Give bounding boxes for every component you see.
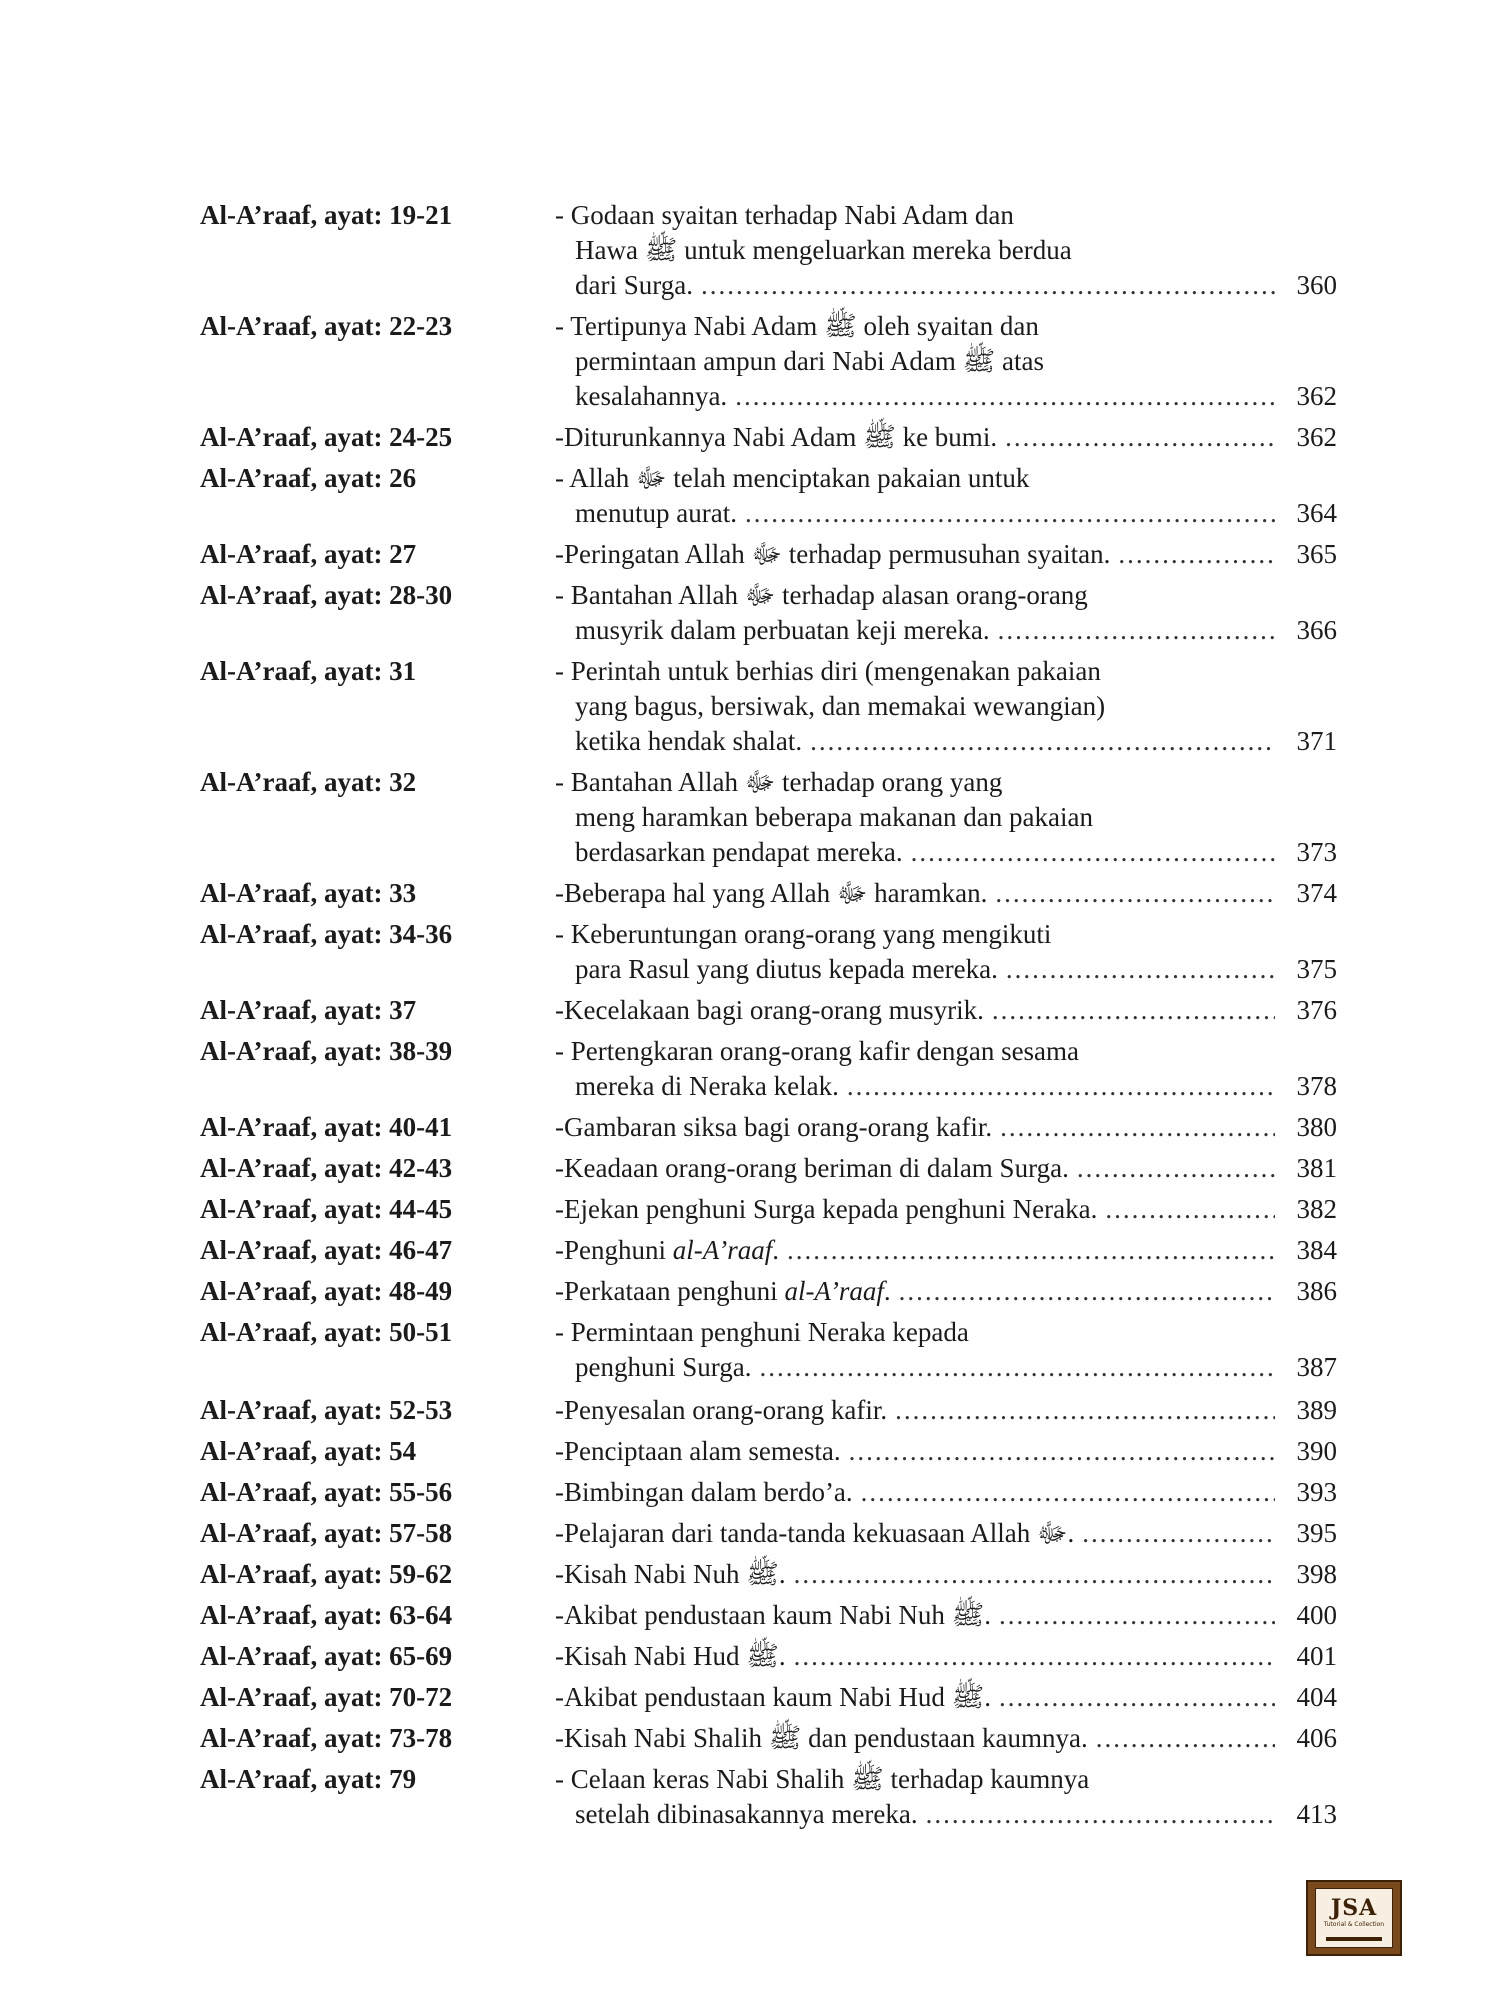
toc-entry-page-number: 404 xyxy=(1296,1682,1337,1712)
toc-entry-page-number: 389 xyxy=(1296,1395,1337,1425)
toc-entry-page-number: 390 xyxy=(1296,1436,1337,1466)
toc-entry-description xyxy=(555,420,1337,455)
toc-entry xyxy=(200,993,1340,1028)
toc-entry-line: - Celaan keras Nabi Shalih ﷺ terhadap kaumnya xyxy=(555,1762,1275,1797)
logo-inner xyxy=(1315,1888,1393,1948)
toc-entry-description xyxy=(555,1598,1337,1633)
toc-entry-line xyxy=(555,876,1275,911)
toc-entry-description xyxy=(555,1151,1337,1186)
toc-entry-line xyxy=(555,1434,1275,1469)
toc-entry-line-text: berdasarkan pendapat mereka. xyxy=(575,837,903,867)
toc-entry-line xyxy=(555,1639,1275,1674)
toc-entry-line-text: - Gambaran siksa bagi orang-orang kafir. xyxy=(564,1112,993,1142)
dot-leader xyxy=(760,1350,1276,1385)
toc-entry-description xyxy=(555,1680,1337,1715)
toc-entry-line xyxy=(555,952,1275,987)
toc-entry-reference: Al-A’raaf, ayat: 55-56 xyxy=(200,1477,453,1507)
dot-leader xyxy=(701,268,1275,303)
dot-leader xyxy=(861,1475,1275,1510)
toc-entry-line: - Pertengkaran orang-orang kafir dengan sesama xyxy=(555,1034,1275,1069)
toc-entry-line-text: - Penyesalan orang-orang kafir. xyxy=(564,1395,888,1425)
toc-entry-reference: Al-A’raaf, ayat: 54 xyxy=(200,1436,417,1466)
dot-leader xyxy=(999,1680,1275,1715)
toc-entry xyxy=(200,876,1340,911)
toc-entry-reference: Al-A’raaf, ayat: 59-62 xyxy=(200,1559,453,1589)
toc-entry-reference: Al-A’raaf, ayat: 26 xyxy=(200,463,417,493)
toc-entry-line-text: - Beberapa hal yang Allah ﷻ haramkan. xyxy=(564,878,988,908)
dot-leader xyxy=(1005,420,1275,455)
toc-entry xyxy=(200,1192,1340,1227)
toc-entry-line xyxy=(555,420,1275,455)
toc-entry-reference: Al-A’raaf, ayat: 27 xyxy=(200,539,417,569)
toc-entry-description xyxy=(555,461,1337,531)
toc-entry-line xyxy=(555,1350,1275,1385)
jsa-logo xyxy=(1306,1880,1402,1956)
toc-entry-line-text: - Keadaan orang-orang beriman di dalam Surga. xyxy=(564,1153,1069,1183)
toc-entry-line: - Permintaan penghuni Neraka kepada xyxy=(555,1315,1275,1350)
toc-entry-description xyxy=(555,917,1337,987)
toc-entry-line-text: menutup aurat. xyxy=(575,498,737,528)
toc-entry-description xyxy=(555,1233,1337,1268)
toc-entry-line-text: - Kisah Nabi Nuh ﷺ. xyxy=(564,1559,786,1589)
toc-entry xyxy=(200,1762,1340,1832)
table-of-contents xyxy=(200,198,1340,1838)
toc-entry-description xyxy=(555,765,1337,870)
toc-entry-line: - Bantahan Allah ﷻ terhadap orang yang xyxy=(555,765,1275,800)
toc-entry-reference: Al-A’raaf, ayat: 38-39 xyxy=(200,1036,453,1066)
toc-entry-line: Hawa ﷺ untuk mengeluarkan mereka berdua xyxy=(575,235,1072,265)
toc-entry-reference: Al-A’raaf, ayat: 73-78 xyxy=(200,1723,453,1753)
toc-entry-reference: Al-A’raaf, ayat: 37 xyxy=(200,995,417,1025)
toc-entry-reference: Al-A’raaf, ayat: 57-58 xyxy=(200,1518,453,1548)
dot-leader xyxy=(1105,1192,1275,1227)
toc-entry-description xyxy=(555,578,1337,648)
toc-entry-page-number: 362 xyxy=(1296,381,1337,411)
toc-entry xyxy=(200,765,1340,870)
dot-leader xyxy=(810,724,1275,759)
toc-entry xyxy=(200,309,1340,414)
toc-entry-reference: Al-A’raaf, ayat: 42-43 xyxy=(200,1153,453,1183)
toc-entry xyxy=(200,1557,1340,1592)
toc-entry-page-number: 381 xyxy=(1296,1153,1337,1183)
toc-entry-line xyxy=(555,379,1275,414)
toc-entry-reference: Al-A’raaf, ayat: 63-64 xyxy=(200,1600,453,1630)
dot-leader xyxy=(1006,952,1275,987)
toc-entry-line xyxy=(555,1151,1275,1186)
toc-entry xyxy=(200,1151,1340,1186)
toc-entry-reference: Al-A’raaf, ayat: 24-25 xyxy=(200,422,453,452)
dot-leader xyxy=(849,1434,1275,1469)
toc-entry-page-number: 371 xyxy=(1296,726,1337,756)
toc-entry-page-number: 413 xyxy=(1296,1799,1337,1829)
toc-entry-reference: Al-A’raaf, ayat: 31 xyxy=(200,656,417,686)
dot-leader xyxy=(735,379,1275,414)
toc-entry-line-text: - Penciptaan alam semesta. xyxy=(564,1436,841,1466)
toc-entry-description xyxy=(555,654,1337,759)
toc-entry xyxy=(200,1110,1340,1145)
toc-entry-reference: Al-A’raaf, ayat: 33 xyxy=(200,878,417,908)
toc-entry-description xyxy=(555,309,1337,414)
toc-entry-reference: Al-A’raaf, ayat: 79 xyxy=(200,1764,417,1794)
toc-entry xyxy=(200,1598,1340,1633)
toc-entry-page-number: 364 xyxy=(1296,498,1337,528)
toc-entry-line-text: - Kecelakaan bagi orang-orang musyrik. xyxy=(564,995,984,1025)
toc-entry-page-number: 373 xyxy=(1296,837,1337,867)
toc-entry xyxy=(200,198,1340,303)
toc-entry xyxy=(200,1680,1340,1715)
dot-leader xyxy=(745,496,1275,531)
toc-entry-line xyxy=(555,613,1275,648)
toc-entry-page-number: 387 xyxy=(1296,1352,1337,1382)
toc-entry-line: - Keberuntungan orang-orang yang mengikuti xyxy=(555,917,1275,952)
toc-entry-page-number: 398 xyxy=(1296,1559,1337,1589)
toc-entry-reference: Al-A’raaf, ayat: 34-36 xyxy=(200,919,453,949)
toc-entry-line xyxy=(555,1274,1275,1309)
toc-entry-description xyxy=(555,1192,1337,1227)
dot-leader xyxy=(926,1797,1275,1832)
toc-entry-reference: Al-A’raaf, ayat: 46-47 xyxy=(200,1235,453,1265)
dot-leader xyxy=(911,835,1275,870)
toc-entry-line: yang bagus, bersiwak, dan memakai wewangian) xyxy=(575,691,1106,721)
toc-entry-line xyxy=(555,1598,1275,1633)
toc-entry-line xyxy=(555,993,1275,1028)
toc-entry-page-number: 386 xyxy=(1296,1276,1337,1306)
toc-entry-line-text: - Kisah Nabi Shalih ﷺ dan pendustaan kaumnya. xyxy=(564,1723,1088,1753)
toc-entry-page-number: 362 xyxy=(1296,422,1337,452)
toc-entry-line-text: setelah dibinasakannya mereka. xyxy=(575,1799,918,1829)
toc-entry-page-number: 374 xyxy=(1296,878,1337,908)
toc-entry-line-text: kesalahannya. xyxy=(575,381,728,411)
dot-leader xyxy=(895,1393,1275,1428)
dot-leader xyxy=(1118,537,1275,572)
dot-leader xyxy=(794,1557,1275,1592)
toc-entry-line: meng haramkan beberapa makanan dan pakaian xyxy=(575,802,1093,832)
toc-entry xyxy=(200,1639,1340,1674)
toc-entry-reference: Al-A’raaf, ayat: 22-23 xyxy=(200,311,453,341)
toc-entry xyxy=(200,420,1340,455)
dot-leader xyxy=(995,876,1275,911)
toc-entry-description xyxy=(555,1721,1337,1756)
toc-entry-line-text: - Penghuni al-A’raaf. xyxy=(564,1235,779,1265)
toc-entry-line xyxy=(555,1797,1275,1832)
toc-entry xyxy=(200,537,1340,572)
toc-entry-line xyxy=(555,1233,1275,1268)
toc-entry xyxy=(200,1721,1340,1756)
toc-entry-description xyxy=(555,1274,1337,1309)
toc-entry xyxy=(200,1475,1340,1510)
toc-entry-line xyxy=(555,1475,1275,1510)
toc-entry-reference: Al-A’raaf, ayat: 19-21 xyxy=(200,200,453,230)
toc-entry-line-text: - Kisah Nabi Hud ﷺ. xyxy=(564,1641,786,1671)
toc-entry-line-text: dari Surga. xyxy=(575,270,693,300)
toc-entry xyxy=(200,1315,1340,1385)
toc-entry-line xyxy=(555,1393,1275,1428)
toc-entry-page-number: 365 xyxy=(1296,539,1337,569)
toc-entry-page-number: 378 xyxy=(1296,1071,1337,1101)
toc-entry-page-number: 401 xyxy=(1296,1641,1337,1671)
toc-entry-line xyxy=(555,268,1275,303)
toc-entry-reference: Al-A’raaf, ayat: 32 xyxy=(200,767,417,797)
toc-entry-line xyxy=(555,496,1275,531)
toc-entry-description xyxy=(555,537,1337,572)
toc-entry xyxy=(200,1034,1340,1104)
toc-entry-line-text: musyrik dalam perbuatan keji mereka. xyxy=(575,615,990,645)
toc-entry-line-text: para Rasul yang diutus kepada mereka. xyxy=(575,954,998,984)
toc-entry-line: - Tertipunya Nabi Adam ﷺ oleh syaitan dan xyxy=(555,309,1275,344)
toc-entry-reference: Al-A’raaf, ayat: 28-30 xyxy=(200,580,453,610)
toc-entry-page-number: 400 xyxy=(1296,1600,1337,1630)
toc-entry xyxy=(200,1393,1340,1428)
toc-entry-page-number: 393 xyxy=(1296,1477,1337,1507)
toc-entry-description xyxy=(555,993,1337,1028)
toc-entry-description xyxy=(555,1434,1337,1469)
toc-entry xyxy=(200,1274,1340,1309)
toc-entry-page-number: 375 xyxy=(1296,954,1337,984)
toc-entry-description xyxy=(555,1393,1337,1428)
toc-entry-description xyxy=(555,1475,1337,1510)
toc-entry-line xyxy=(555,1557,1275,1592)
toc-entry-line-text: - Perkataan penghuni al-A’raaf. xyxy=(564,1276,891,1306)
toc-entry-line-text: - Akibat pendustaan kaum Nabi Hud ﷺ. xyxy=(564,1682,992,1712)
dot-leader xyxy=(1000,1110,1275,1145)
dot-leader xyxy=(794,1639,1275,1674)
toc-entry-line-text: - Bimbingan dalam berdo’a. xyxy=(564,1477,853,1507)
toc-entry-reference: Al-A’raaf, ayat: 44-45 xyxy=(200,1194,453,1224)
toc-entry-reference: Al-A’raaf, ayat: 70-72 xyxy=(200,1682,453,1712)
toc-entry-line xyxy=(555,537,1275,572)
toc-entry xyxy=(200,1233,1340,1268)
dot-leader xyxy=(1082,1516,1275,1551)
toc-entry-line: permintaan ampun dari Nabi Adam ﷺ atas xyxy=(575,346,1044,376)
toc-entry-page-number: 395 xyxy=(1296,1518,1337,1548)
dot-leader xyxy=(1077,1151,1275,1186)
toc-entry-page-number: 366 xyxy=(1296,615,1337,645)
toc-entry-line xyxy=(555,1192,1275,1227)
toc-entry-line xyxy=(555,724,1275,759)
toc-entry-page-number: 384 xyxy=(1296,1235,1337,1265)
toc-entry-line xyxy=(555,1516,1275,1551)
toc-entry-line-text: ketika hendak shalat. xyxy=(575,726,803,756)
logo-text: JSA xyxy=(1330,1895,1378,1921)
toc-entry xyxy=(200,1434,1340,1469)
toc-entry-reference: Al-A’raaf, ayat: 48-49 xyxy=(200,1276,453,1306)
toc-entry-line: - Bantahan Allah ﷻ terhadap alasan orang-orang xyxy=(555,578,1275,613)
toc-entry-description xyxy=(555,876,1337,911)
toc-entry xyxy=(200,1516,1340,1551)
toc-entry-line xyxy=(555,835,1275,870)
dot-leader xyxy=(1096,1721,1275,1756)
dot-leader xyxy=(999,1598,1275,1633)
toc-entry-line xyxy=(555,1680,1275,1715)
toc-entry-reference: Al-A’raaf, ayat: 40-41 xyxy=(200,1112,453,1142)
toc-entry-line xyxy=(555,1110,1275,1145)
toc-entry-line: - Godaan syaitan terhadap Nabi Adam dan xyxy=(555,198,1275,233)
toc-entry-line xyxy=(555,1721,1275,1756)
toc-entry-description xyxy=(555,1762,1337,1832)
dot-leader xyxy=(847,1069,1275,1104)
toc-entry-page-number: 406 xyxy=(1296,1723,1337,1753)
toc-entry-line-text: - Akibat pendustaan kaum Nabi Nuh ﷺ. xyxy=(564,1600,992,1630)
toc-entry xyxy=(200,917,1340,987)
toc-entry-page-number: 380 xyxy=(1296,1112,1337,1142)
dot-leader xyxy=(899,1274,1275,1309)
toc-entry-page-number: 382 xyxy=(1296,1194,1337,1224)
toc-entry-reference: Al-A’raaf, ayat: 65-69 xyxy=(200,1641,453,1671)
toc-entry-description xyxy=(555,1557,1337,1592)
dot-leader xyxy=(787,1233,1275,1268)
toc-entry-line-text: - Ejekan penghuni Surga kepada penghuni Neraka. xyxy=(564,1194,1098,1224)
toc-entry-page-number: 360 xyxy=(1296,270,1337,300)
toc-entry-description xyxy=(555,1516,1337,1551)
toc-entry-description xyxy=(555,1110,1337,1145)
toc-entry-description xyxy=(555,1639,1337,1674)
toc-entry-reference: Al-A’raaf, ayat: 50-51 xyxy=(200,1317,453,1347)
toc-entry-description xyxy=(555,1034,1337,1104)
toc-entry-description xyxy=(555,1315,1337,1385)
toc-entry xyxy=(200,461,1340,531)
dot-leader xyxy=(998,613,1275,648)
toc-entry-line: - Perintah untuk berhias diri (mengenakan pakaian xyxy=(555,654,1275,689)
logo-bar xyxy=(1326,1937,1382,1941)
toc-entry-line-text: - Peringatan Allah ﷻ terhadap permusuhan syaitan. xyxy=(564,539,1111,569)
toc-entry-reference: Al-A’raaf, ayat: 52-53 xyxy=(200,1395,453,1425)
dot-leader xyxy=(992,993,1275,1028)
toc-entry-description xyxy=(555,198,1337,303)
toc-entry-line-text: penghuni Surga. xyxy=(575,1352,752,1382)
toc-entry xyxy=(200,578,1340,648)
toc-entry-line-text: - Pelajaran dari tanda-tanda kekuasaan Allah ﷻ. xyxy=(564,1518,1075,1548)
toc-entry-line xyxy=(555,1069,1275,1104)
toc-entry-line-text: mereka di Neraka kelak. xyxy=(575,1071,839,1101)
toc-entry xyxy=(200,654,1340,759)
toc-entry-page-number: 376 xyxy=(1296,995,1337,1025)
toc-entry-line: - Allah ﷻ telah menciptakan pakaian untuk xyxy=(555,461,1275,496)
logo-subtitle: Tutorial & Collection xyxy=(1323,1921,1385,1928)
toc-entry-line-text: - Diturunkannya Nabi Adam ﷺ ke bumi. xyxy=(564,422,998,452)
